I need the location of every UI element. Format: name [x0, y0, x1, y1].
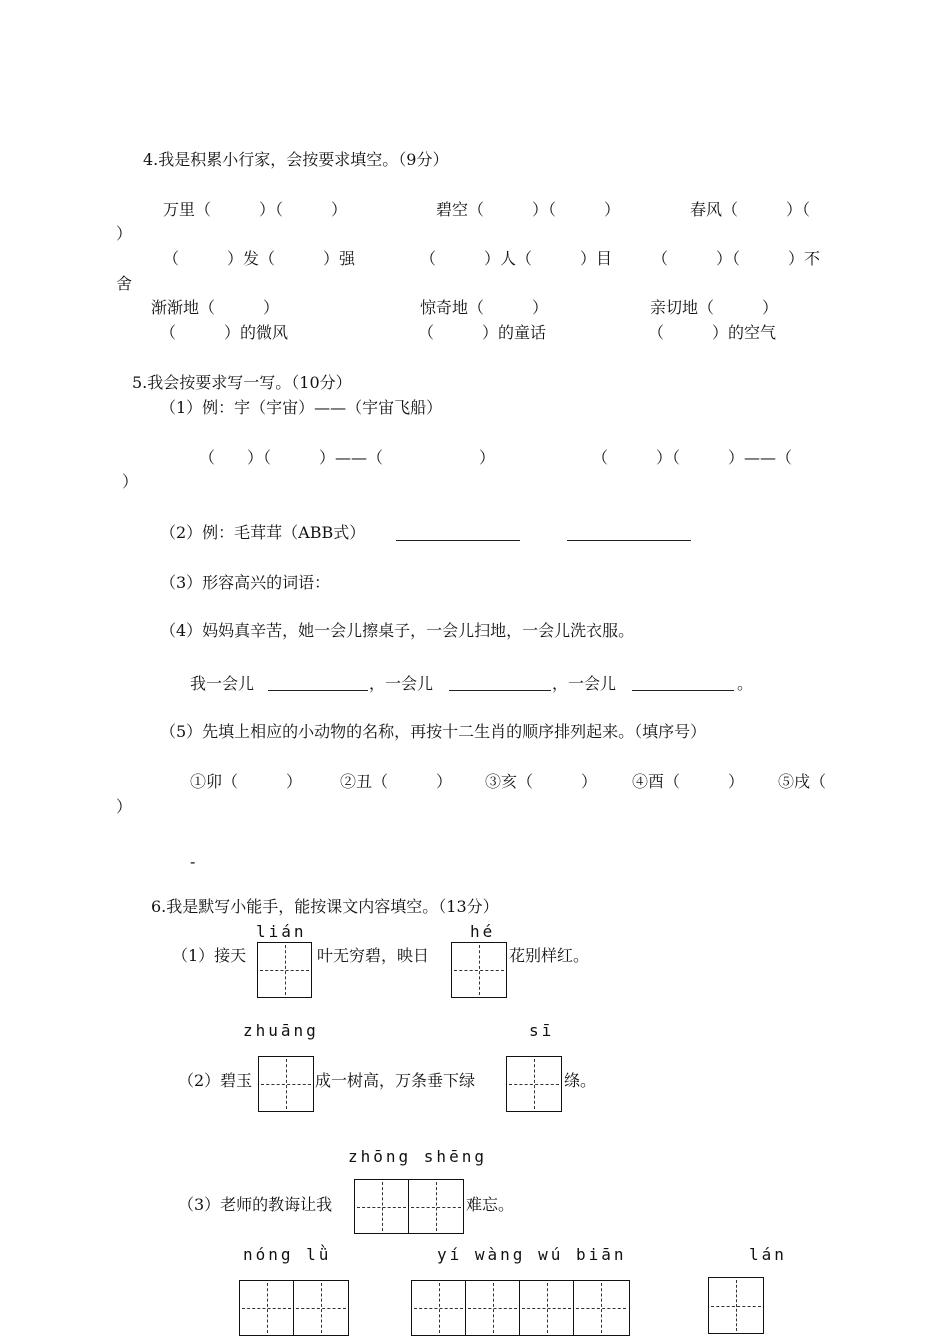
q5-sub4-text-c: ，一会儿 — [552, 674, 617, 693]
q5-sub2-blank-2[interactable] — [567, 540, 691, 541]
q5-sub5-item-2: ②丑（ ） — [340, 772, 453, 791]
q6-grid-si[interactable] — [506, 1056, 562, 1112]
q5-sub2: （2）例：毛茸茸（ABB式） — [160, 523, 366, 542]
q5-sub5-item-1: ①卯（ ） — [190, 772, 303, 791]
q6-pinyin-he: hé — [470, 922, 496, 941]
q5-sub4-blank-2[interactable] — [449, 690, 551, 691]
q5-sub1-blank-a: （ ）（ ）——（ ） — [199, 448, 496, 467]
q6-title: 6.我是默写小能手，能按课文内容填空。（13分） — [151, 897, 499, 916]
q4-row4-c: （ ）的空气 — [648, 323, 777, 342]
q5-sub1-blank-b: （ ）（ ）——（ — [592, 448, 793, 467]
q6-pinyin-zhuang: zhuāng — [243, 1021, 319, 1040]
q4-row1-c: 春风（ ）（ — [690, 200, 811, 219]
q6-line3-b: 难忘。 — [466, 1195, 515, 1214]
q4-row4-a: （ ）的微风 — [160, 323, 289, 342]
q5-sub5-item-4: ④酉（ ） — [632, 772, 745, 791]
q5-title: 5.我会按要求写一写。（10分） — [132, 373, 352, 392]
q6-pinyin-zhongsheng: zhōng shēng — [348, 1147, 487, 1166]
q5-sub5-item-5: ⑤戌（ — [778, 772, 827, 791]
q6-line3-a: （3）老师的教诲让我 — [178, 1195, 333, 1214]
q5-sub4-blank-1[interactable] — [268, 690, 368, 691]
q6-line1-c: 花别样红。 — [509, 946, 590, 965]
q6-line1-b: 叶无穷碧，映日 — [317, 946, 430, 965]
q4-row1-a: 万里（ ）（ ） — [163, 200, 348, 219]
q5-sub5-item-3: ③亥（ ） — [485, 772, 598, 791]
q4-row2-end: 舍 — [116, 274, 133, 293]
q4-title: 4.我是积累小行家，会按要求填空。（9分） — [143, 150, 449, 169]
q4-row4-b: （ ）的童话 — [418, 323, 547, 342]
q4-row2-c: （ ）（ ）不 — [652, 249, 821, 268]
q5-sub2-blank-1[interactable] — [396, 540, 520, 541]
q6-pinyin-lian: lián — [256, 922, 307, 941]
q4-row2-a: （ ）发（ ）强 — [163, 249, 356, 268]
q4-row1-end: ） — [116, 224, 133, 243]
q6-pinyin-yiwangwubian: yí wàng wú biān — [437, 1245, 627, 1264]
q4-row3-b: 惊奇地（ ） — [420, 298, 549, 317]
q5-sub4: （4）妈妈真辛苦，她一会儿擦桌子，一会儿扫地，一会儿洗衣服。 — [160, 621, 635, 640]
q5-sub5-end: ） — [116, 797, 133, 816]
q6-line2-a: （2）碧玉 — [178, 1071, 253, 1090]
q5-sub4-text-b: ，一会儿 — [369, 674, 434, 693]
q6-pinyin-si: sī — [529, 1021, 555, 1040]
q6-line2-c: 绦。 — [564, 1071, 597, 1090]
q6-grid-zhuang[interactable] — [258, 1056, 314, 1112]
q4-row2-b: （ ）人（ ）目 — [420, 249, 613, 268]
q5-sub4-blank-3[interactable] — [632, 690, 734, 691]
q6-grid-he[interactable] — [451, 942, 507, 998]
q5-answer-dash: - — [190, 852, 196, 871]
q6-grid-zhongsheng[interactable] — [354, 1179, 464, 1234]
q4-row3-a: 渐渐地（ ） — [151, 298, 280, 317]
q6-line1-a: （1）接天 — [172, 946, 247, 965]
q6-grid-nonglv[interactable] — [239, 1280, 349, 1336]
q5-sub4-text-a: 我一会儿 — [190, 674, 255, 693]
q6-grid-yiwangwubian[interactable] — [411, 1280, 630, 1336]
q5-sub4-text-d: 。 — [737, 674, 754, 693]
q6-pinyin-nonglv: nóng lǜ — [243, 1245, 332, 1264]
q4-row1-b: 碧空（ ）（ ） — [436, 200, 621, 219]
q5-sub1-end: ） — [122, 472, 139, 491]
q5-sub1: （1）例：宇（宇宙）——（宇宙飞船） — [160, 398, 443, 417]
q6-grid-lian[interactable] — [257, 942, 312, 998]
q4-row3-c: 亲切地（ ） — [650, 298, 779, 317]
q5-sub5: （5）先填上相应的小动物的名称，再按十二生肖的顺序排列起来。（填序号） — [160, 722, 707, 741]
q5-sub3: （3）形容高兴的词语： — [160, 573, 331, 592]
q6-pinyin-lan: lán — [749, 1245, 787, 1264]
q6-grid-lan[interactable] — [708, 1277, 764, 1334]
q6-line2-b: 成一树高，万条垂下绿 — [315, 1071, 476, 1090]
